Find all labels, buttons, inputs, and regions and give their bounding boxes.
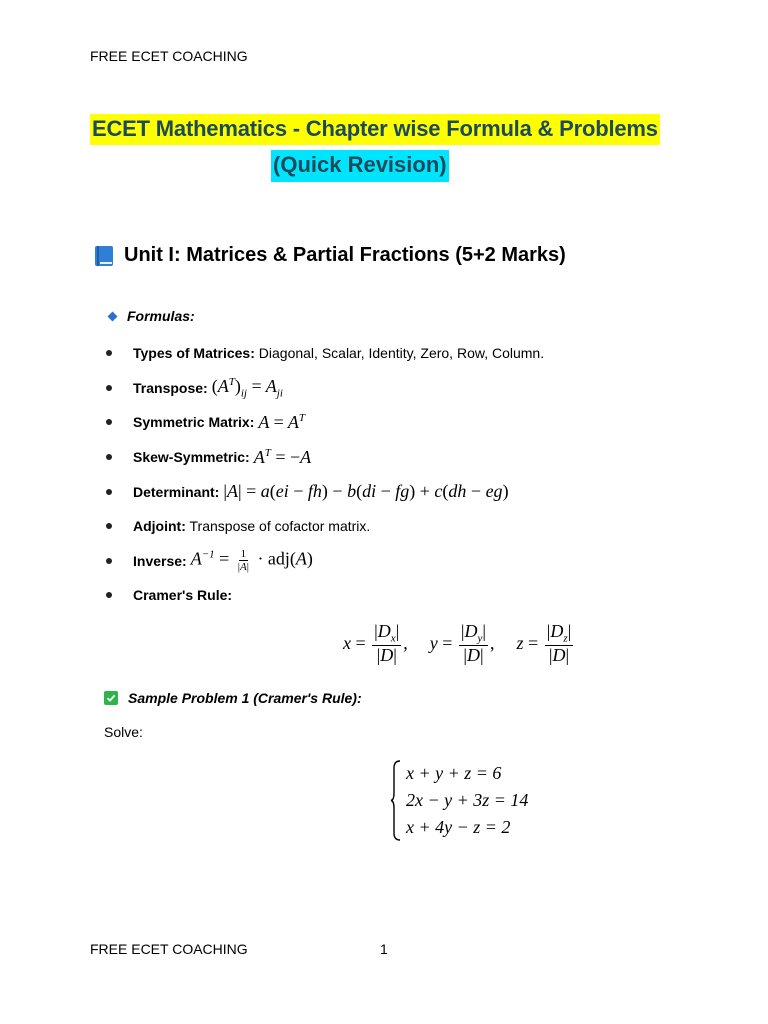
formula-item-skew (106, 440, 706, 475)
cramer-formula: x = $\frac{|D_x|}{|D|}$ , y = $\frac{|D_y|}{|D|}$ , z = $\frac{|D_z|}{|D|}$ (343, 621, 572, 665)
transpose-formula: $(A^T)_{ij} = A_{ji}$ (211, 376, 283, 400)
bullet-icon (106, 350, 112, 356)
formula-item-adjoint (106, 509, 706, 544)
formula-label: Inverse: (133, 552, 187, 569)
equation-1: x + y + z = 6 (406, 763, 502, 783)
formula-label: Cramer's Rule: (133, 587, 233, 604)
bullet-icon (106, 489, 112, 495)
equation-system (390, 760, 528, 841)
document-title: ECET Mathematics - Chapter wise Formula & Problems (90, 114, 660, 145)
skew-formula: $A^T = -A$ (253, 446, 312, 467)
green-check-icon (104, 691, 118, 705)
formula-item-cramer (106, 578, 706, 613)
page-number: 1 (380, 941, 388, 957)
equation-2: 2x − y + 3z = 14 (406, 790, 529, 810)
equation-3: x + 4y − z = 2 (406, 817, 511, 837)
symmetric-formula: $A = A^T$ (258, 411, 306, 432)
formula-item-symmetric (106, 405, 706, 440)
unit-heading-text: Unit I: Matrices & Partial Fractions (5+2 Marks) (124, 244, 566, 266)
determinant-formula: |A| = a(ei − fh) − b(di − fg) + c(dh − eg) (223, 481, 509, 502)
formulas-heading (109, 308, 195, 324)
formula-item-inverse (106, 544, 706, 579)
left-brace-icon (390, 760, 402, 841)
sample-problem-heading (104, 690, 362, 706)
bullet-icon (106, 523, 112, 529)
formula-text: Diagonal, Scalar, Identity, Zero, Row, Column. (254, 345, 545, 362)
bullet-icon (106, 454, 112, 460)
formula-label: Symmetric Matrix: (133, 414, 255, 431)
inverse-formula: $A^{-1}$ = $\frac{1}{|A|}$ · adj(A) (190, 548, 313, 574)
formula-item-determinant (106, 474, 706, 509)
formulas-heading-text: Formulas: (127, 308, 195, 324)
formula-list (106, 336, 706, 613)
page-header: FREE ECET COACHING (90, 48, 248, 64)
page-footer: FREE ECET COACHING (90, 941, 248, 957)
formula-label: Transpose: (133, 379, 208, 396)
blue-book-icon (94, 245, 114, 267)
formula-label: Determinant: (133, 483, 220, 500)
formula-text: Transpose of cofactor matrix. (185, 518, 371, 535)
formula-item-types (106, 336, 706, 371)
sample-problem-heading-text: Sample Problem 1 (Cramer's Rule): (128, 690, 362, 706)
bullet-icon (106, 592, 112, 598)
equations (406, 760, 528, 841)
bullet-icon (106, 385, 112, 391)
unit-heading (94, 244, 566, 267)
formula-label: Adjoint: (133, 518, 186, 535)
formula-label: Types of Matrices: (133, 345, 255, 362)
solve-label: Solve: (104, 724, 143, 740)
bullet-icon (106, 419, 112, 425)
bullet-icon (106, 558, 112, 564)
document-subtitle: (Quick Revision) (271, 150, 449, 182)
formula-item-transpose (106, 371, 706, 406)
diamond-bullet-icon (108, 311, 118, 321)
formula-label: Skew-Symmetric: (133, 449, 250, 466)
